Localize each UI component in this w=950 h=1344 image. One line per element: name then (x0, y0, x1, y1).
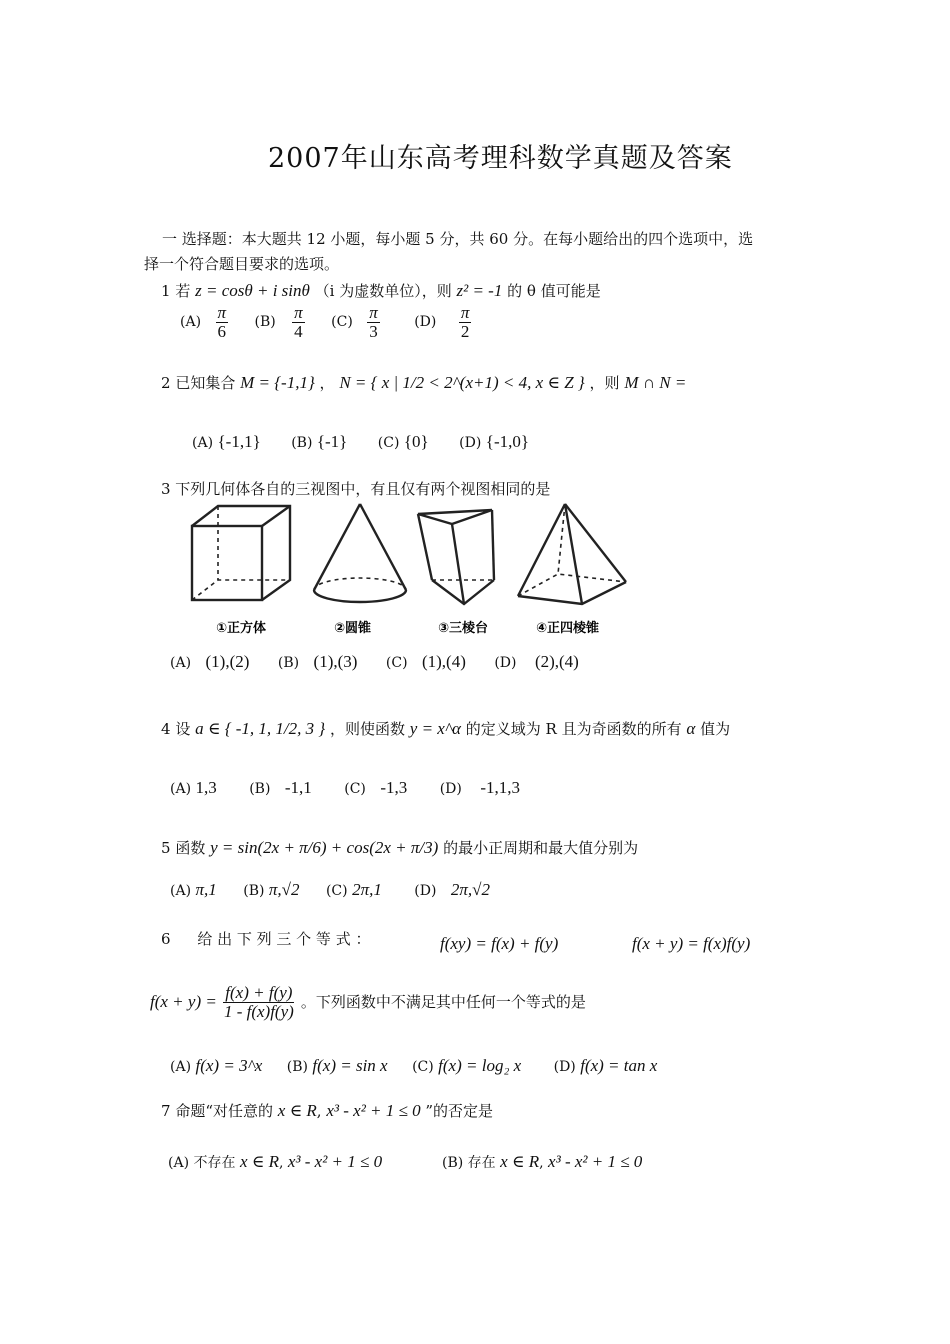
option-value: f(x) = 3^x (195, 1056, 263, 1075)
geometry-figure (180, 500, 640, 640)
question-text: （i 为虚数单位），则 (314, 282, 452, 300)
option-value: 2π,1 (352, 880, 382, 899)
math-expression: x³ - x² + 1 ≤ 0 (548, 1152, 643, 1171)
section-intro-cont: 择一个符合题目要求的选项。 (144, 255, 340, 273)
option-value: -1,1,3 (480, 778, 520, 797)
pyramid-figure (518, 504, 626, 604)
section-intro: 一 选择题：本大题共 12 小题，每小题 5 分，共 60 分。在每小题给出的四个选项中，选 (162, 230, 754, 248)
question-5-stem (161, 837, 638, 858)
fraction (367, 304, 380, 341)
math-expression: N = { x | 1/2 < 2^(x+1) < 4, x ∈ Z } (339, 373, 585, 392)
option-c[interactable] (377, 432, 429, 451)
question-7-option-a[interactable]: (A) 不存在 x ∈ R, x³ - x² + 1 ≤ 0 (168, 1152, 383, 1171)
option-value: 1,3 (195, 778, 217, 797)
question-text: ”的否定是 (425, 1102, 494, 1120)
question-text: 函数 (175, 839, 206, 857)
option-value: f(x) = sin x (312, 1056, 388, 1075)
option-c[interactable] (412, 1056, 522, 1075)
option-value: {0} (403, 432, 429, 451)
option-a[interactable] (170, 652, 250, 671)
fraction-numerator: π (460, 303, 470, 322)
option-label: (D) (414, 883, 437, 899)
option-d[interactable] (553, 1056, 658, 1075)
option-label: (B) (291, 435, 313, 451)
question-6-options (170, 1056, 657, 1076)
frustum-figure (418, 510, 494, 604)
option-b[interactable] (254, 303, 304, 341)
option-label: (A) (170, 781, 192, 797)
question-3-stem: 3 下列几何体各自的三视图中，有且仅有两个视图相同的是 (161, 480, 551, 498)
math-expression: y = x^α (409, 719, 461, 738)
question-text: 。下列函数中不满足其中任何一个等式的是 (300, 992, 586, 1011)
fraction-denominator: 6 (217, 321, 227, 341)
question-number: 5 (161, 839, 171, 857)
question-text: 给 出 下 列 三 个 等 式 ： (197, 930, 371, 948)
option-label: (A) (192, 435, 214, 451)
option-label: (C) (412, 1059, 434, 1075)
cube-figure (192, 506, 290, 600)
math-expression: M ∩ N = (624, 373, 687, 392)
question-7-stem: 7 命题“对任意的 x ∈ R, x³ - x² + 1 ≤ 0 ”的否定是 (161, 1101, 494, 1120)
option-label: (D) (459, 435, 482, 451)
option-value: 2π,√2 (450, 880, 491, 899)
math-expression: z = cosθ + i sinθ (195, 281, 310, 300)
option-label: (D) (553, 1059, 576, 1075)
figure-caption-cone: ②圆锥 (334, 621, 372, 636)
option-label: (A) (170, 1059, 192, 1075)
option-label: (B) (243, 883, 265, 899)
option-d[interactable] (414, 303, 471, 341)
question-number: 1 (161, 282, 171, 300)
option-a[interactable] (180, 303, 228, 341)
question-text: 的定义域为 R 且为奇函数的所有 (465, 720, 682, 738)
question-2-stem (161, 372, 686, 393)
option-label: (A) 不存在 (168, 1155, 236, 1171)
fraction-denominator: 4 (294, 321, 303, 341)
fraction-numerator: π (369, 303, 378, 322)
cone-figure (314, 504, 406, 602)
equation-3-line (150, 984, 586, 1021)
option-d[interactable] (459, 432, 530, 451)
option-a[interactable] (170, 778, 217, 797)
fraction (216, 304, 229, 341)
option-value: π,1 (195, 880, 217, 899)
question-4-stem (161, 718, 730, 739)
figure-caption-cube: ①正方体 (216, 621, 267, 636)
option-value: {-1} (316, 432, 348, 451)
option-label: (B) 存在 (442, 1155, 496, 1171)
fraction-denominator: 3 (369, 321, 378, 341)
option-value: (1),(4) (421, 652, 466, 671)
option-label: (C) (385, 655, 408, 671)
fraction-numerator: π (217, 303, 227, 322)
option-d[interactable] (414, 880, 491, 899)
question-number: 4 (161, 720, 171, 738)
math-expression: x ∈ R (500, 1152, 540, 1171)
question-text: 的 θ 值可能是 (507, 282, 601, 300)
fraction-denominator: 1 - f(x)f(y) (223, 1001, 294, 1021)
question-5-options (170, 880, 490, 900)
fraction (222, 984, 296, 1021)
equation-2: f(x + y) = f(x)f(y) (632, 934, 751, 953)
question-text: 值为 (700, 720, 731, 738)
option-value: (2),(4) (534, 652, 579, 671)
option-b[interactable] (286, 1056, 388, 1075)
option-label: (C) (325, 883, 348, 899)
fraction (459, 304, 472, 341)
page-title: 2007年山东高考理科数学真题及答案 (268, 143, 733, 174)
option-value: (1),(2) (205, 652, 250, 671)
fraction-numerator: π (294, 303, 303, 322)
option-value: f(x) = log₂ x (438, 1056, 522, 1075)
question-text: ，则使函数 (329, 720, 405, 738)
option-label: (D) (439, 781, 462, 797)
math-expression: M = {-1,1} (240, 373, 315, 392)
question-7-option-b[interactable]: (B) 存在 x ∈ R, x³ - x² + 1 ≤ 0 (442, 1152, 643, 1171)
option-b[interactable] (249, 778, 312, 797)
fraction-numerator: f(x) + f(y) (225, 983, 293, 1002)
question-text: ，则 (589, 374, 620, 392)
math-expression: x ∈ R (277, 1101, 317, 1120)
math-expression: x³ - x² + 1 ≤ 0 (326, 1101, 421, 1120)
question-text: 设 (175, 720, 191, 738)
fraction (292, 304, 305, 341)
option-c[interactable] (344, 778, 408, 797)
equation-3-left: f(x + y) = (150, 991, 217, 1011)
option-value: π,√2 (268, 880, 300, 899)
equation-1: f(xy) = f(x) + f(y) (440, 934, 559, 953)
option-label: (C) (344, 781, 366, 797)
option-label: (A) (170, 655, 192, 671)
option-a[interactable] (170, 1056, 263, 1075)
option-label: (B) (277, 655, 300, 671)
question-text: 若 (175, 282, 191, 300)
option-b[interactable] (243, 880, 300, 899)
option-label: (B) (286, 1059, 308, 1075)
option-value: {-1,0} (485, 432, 530, 451)
math-expression: x³ - x² + 1 ≤ 0 (287, 1152, 383, 1171)
question-3-options (170, 652, 579, 672)
option-c[interactable] (385, 652, 466, 671)
option-value: f(x) = tan x (580, 1056, 658, 1075)
math-expression: a ∈ { -1, 1, 1/2, 3 } (195, 719, 326, 738)
math-expression: y = sin(2x + π/6) + cos(2x + π/3) (210, 838, 439, 857)
option-label: (D) (494, 655, 517, 671)
math-expression: x ∈ R (239, 1152, 279, 1171)
fraction-denominator: 2 (460, 321, 470, 341)
option-d[interactable] (494, 652, 579, 671)
question-2-options (192, 432, 529, 452)
option-label: (B) (254, 314, 276, 331)
question-6-stem (161, 928, 370, 949)
option-label: (B) (249, 781, 271, 797)
option-label: (C) (377, 435, 400, 451)
question-number: 6 (161, 930, 171, 948)
option-c[interactable] (331, 303, 380, 341)
question-1-stem (161, 280, 601, 301)
question-1-options (180, 304, 471, 341)
question-text: 的最小正周期和最大值分别为 (443, 839, 639, 857)
question-text: 命题“对任意的 (175, 1102, 273, 1120)
option-value: -1,1 (284, 778, 312, 797)
question-4-options (170, 778, 520, 798)
figure-caption-pyramid: ④正四棱锥 (536, 621, 600, 636)
option-c[interactable] (325, 880, 382, 899)
option-value: -1,3 (380, 778, 408, 797)
option-b[interactable] (277, 652, 358, 671)
question-number: 2 (161, 374, 171, 392)
option-value: {-1,1} (217, 432, 261, 451)
option-a[interactable] (192, 432, 261, 451)
math-expression: z² = -1 (456, 281, 503, 300)
option-b[interactable] (291, 432, 348, 451)
option-label: (A) (170, 883, 192, 899)
question-number: 7 (161, 1102, 171, 1120)
question-text: 已知集合 (175, 374, 236, 392)
math-symbol: α (686, 719, 696, 738)
option-label: (D) (414, 314, 437, 331)
option-label: (A) (180, 314, 202, 331)
figure-caption-frustum: ③三棱台 (438, 621, 489, 636)
option-label: (C) (331, 314, 353, 331)
option-value: (1),(3) (313, 652, 358, 671)
option-d[interactable] (439, 778, 520, 797)
option-a[interactable] (170, 880, 217, 899)
question-text: ， (319, 374, 335, 392)
